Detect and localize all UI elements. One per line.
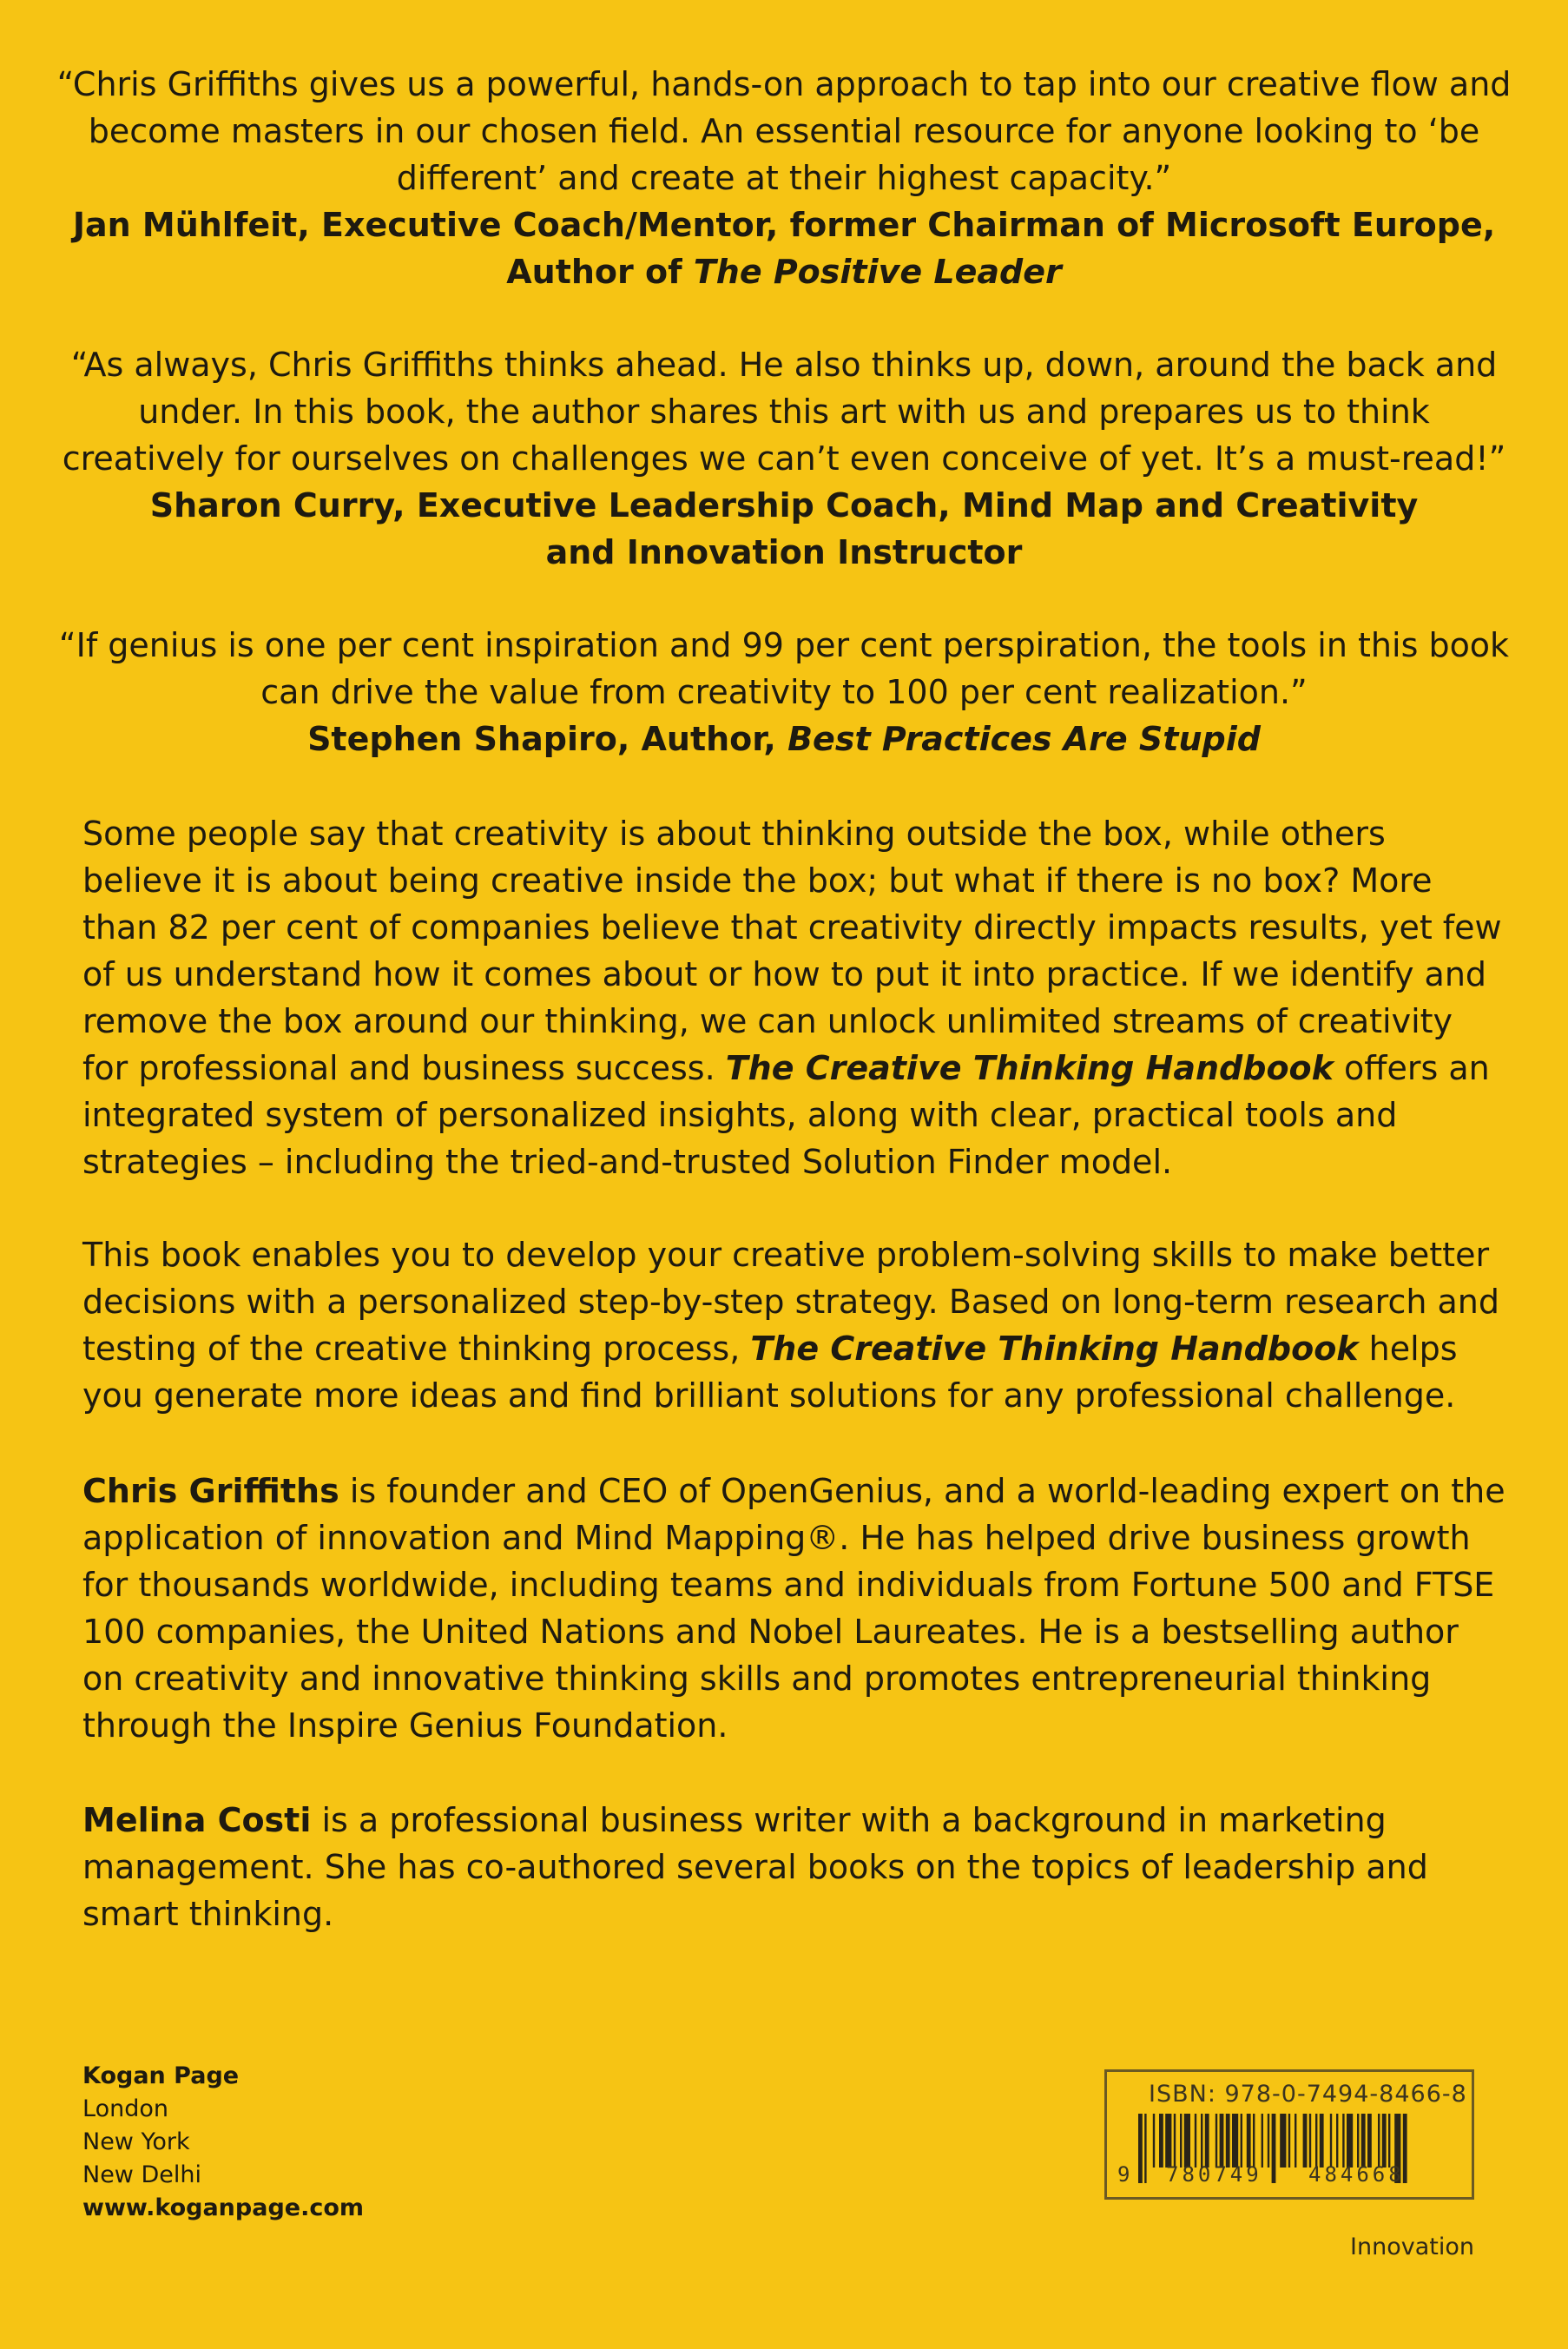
description-paragraph-1: [82, 810, 1506, 1185]
barcode-digit-first: 9: [1117, 2162, 1134, 2187]
description-paragraph-2: [82, 1231, 1506, 1419]
publisher-name: Kogan Page: [82, 2062, 240, 2089]
quote-attribution: [52, 201, 1516, 295]
book-title: The Creative Thinking Handbook: [725, 1049, 1334, 1087]
publisher-city: London: [82, 2095, 168, 2122]
quote-text: “Chris Griffiths gives us a powerful, hands-on approach to tap into our creative flow and become masters in our chosen field. An essential resource for anyone looking to ‘be different’ and create at their highest capacity.”: [56, 65, 1512, 197]
endorsement-quote-3: [52, 622, 1516, 762]
attribution-line: and Innovation Instructor: [545, 533, 1023, 571]
description-text: Some people say that creativity is about thinking outside the box, while others believe it is about being creative inside the box; but what if there is no box? More than 82 per cent of companies believe that creativity directly impacts results, yet few of us understand how it comes about or how to put it into practice. If we identify and remove the box around our thinking, we can unlock unlimited streams of creativity for professional and business success.: [82, 815, 1502, 1087]
publisher-block: [82, 2060, 364, 2225]
author-bio-2: [82, 1797, 1506, 1937]
attribution-prefix: Author of: [506, 253, 694, 291]
description-text: This book enables you to develop your creative problem-solving skills to make better decisions with a personalized step-by-step strategy. Based on long-term research and testing of the creative thinking process,: [82, 1236, 1499, 1368]
endorsement-quote-2: [52, 341, 1516, 576]
attribution-book-title: The Positive Leader: [693, 253, 1062, 291]
description-text: helps you generate more ideas and find brilliant solutions for any professional challenge.: [82, 1330, 1458, 1415]
quote-attribution: [52, 716, 1516, 762]
publisher-city: New York: [82, 2128, 190, 2155]
author-bio-text: is founder and CEO of OpenGenius, and a world-leading expert on the application of innovation and Mind Mapping®. He has helped drive business growth for thousands worldwide, including teams and individuals from Fortune 500 and FTSE 100 companies, the United Nations and Nobel Laureates. He is a bestselling author on creativity and innovative thinking skills and promotes entrepreneurial thinking through the Inspire Genius Foundation.: [82, 1472, 1505, 1745]
author-name: Melina Costi: [82, 1801, 312, 1839]
description-text: offers an integrated system of personalized insights, along with clear, practical tools and strategies – including the tried-and-trusted Solution Finder model.: [82, 1049, 1490, 1181]
author-bio-text: is a professional business writer with a background in marketing management. She has co-authored several books on the topics of leadership and smart thinking.: [82, 1801, 1428, 1933]
endorsement-quote-1: [52, 61, 1516, 295]
attribution-line: Jan Mühlfeit, Executive Coach/Mentor, former Chairman of Microsoft Europe,: [72, 206, 1496, 244]
quote-text: “As always, Chris Griffiths thinks ahead. He also thinks up, down, around the back and under. In this book, the author shares this art with us and prepares us to think creatively for ourselves on challenges we can’t even conceive of yet. It’s a must-read!”: [62, 346, 1506, 478]
quote-attribution: [52, 482, 1516, 576]
attribution-prefix: Stephen Shapiro, Author,: [307, 720, 788, 758]
author-name: Chris Griffiths: [82, 1472, 339, 1510]
publisher-city: New Delhi: [82, 2161, 201, 2188]
barcode-digits-right: 484668: [1308, 2162, 1405, 2187]
attribution-book-title: Best Practices Are Stupid: [787, 720, 1261, 758]
book-title: The Creative Thinking Handbook: [750, 1330, 1359, 1368]
publisher-website-link[interactable]: www.koganpage.com: [82, 2194, 365, 2221]
isbn-barcode-box: [1104, 2069, 1474, 2200]
attribution-line: Sharon Curry, Executive Leadership Coach, Mind Map and Creativity: [149, 486, 1419, 525]
isbn-label: ISBN: 978-0-7494-8466-8: [1149, 2081, 1467, 2108]
quote-text: “If genius is one per cent inspiration and 99 per cent perspiration, the tools in this book can drive the value from creativity to 100 per cent realization.”: [58, 626, 1510, 711]
category-label: Innovation: [1350, 2234, 1474, 2260]
author-bio-1: [82, 1468, 1506, 1749]
barcode-digits-left: 780749: [1166, 2162, 1262, 2187]
